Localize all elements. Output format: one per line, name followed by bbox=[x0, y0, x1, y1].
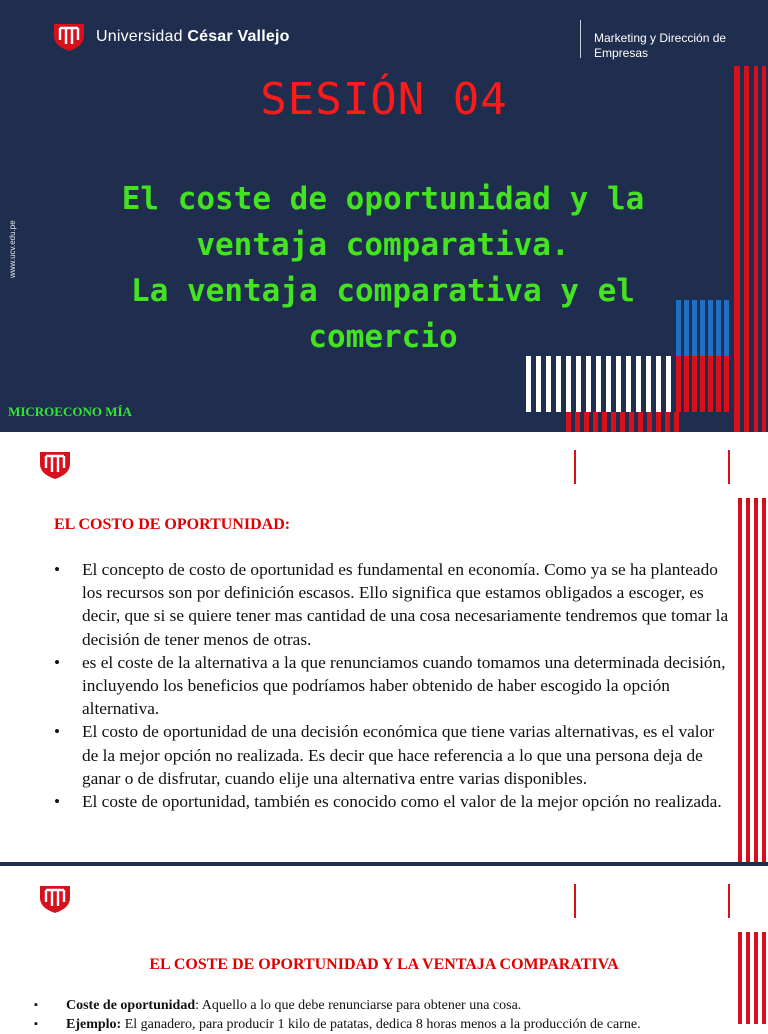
topic-line: comercio bbox=[308, 319, 458, 355]
list-item: • El concepto de costo de oportunidad es fundamental en economía. Como ya se ha planteado los recursos son por definición escasos. Ello significa que estamos obligados a escoger, es decir, que si se quiere tener mas cantidad de una cosa necesariamente tendremos que tomar la decisión de tener menos de otras. bbox=[54, 558, 730, 651]
definition-list bbox=[34, 996, 734, 1034]
decorative-stripes-bottom bbox=[566, 412, 732, 432]
ucv-shield-icon bbox=[38, 450, 72, 480]
content-slide-opportunity-cost bbox=[0, 432, 768, 862]
section-heading: EL COSTO DE OPORTUNIDAD: bbox=[54, 516, 291, 533]
term: Ejemplo: bbox=[66, 1017, 122, 1032]
list-item bbox=[34, 1015, 734, 1034]
topic-line: La ventaja comparativa y el bbox=[131, 273, 635, 309]
list-item: • El coste de oportunidad, también es conocido como el valor de la mejor opción no realizada. bbox=[54, 790, 730, 813]
term: Coste de oportunidad bbox=[66, 998, 196, 1013]
content-slide-comparative-advantage bbox=[0, 866, 768, 1032]
program-name: Marketing y Dirección de Empresas bbox=[594, 31, 727, 60]
header-divider bbox=[728, 884, 730, 918]
header-divider bbox=[728, 450, 730, 484]
decorative-stripes-right bbox=[738, 498, 768, 862]
header-divider bbox=[574, 884, 576, 918]
course-name: MICROECONO MÍA bbox=[8, 404, 132, 419]
decorative-stripes-blue bbox=[676, 300, 732, 356]
decorative-stripes-white bbox=[526, 356, 676, 412]
title-slide bbox=[0, 0, 768, 432]
website-url: www.ucv.edu.pe bbox=[8, 220, 17, 278]
decorative-stripes-right bbox=[738, 932, 768, 1024]
topic-title bbox=[100, 176, 666, 360]
session-title: SESIÓN 04 bbox=[260, 74, 508, 125]
topic-line: ventaja comparativa. bbox=[196, 227, 570, 263]
header-divider bbox=[574, 450, 576, 484]
header-divider bbox=[580, 20, 581, 58]
ucv-shield-icon bbox=[52, 22, 86, 52]
topic-line: El coste de oportunidad y la bbox=[121, 181, 645, 217]
section-heading: EL COSTE DE OPORTUNIDAD Y LA VENTAJA COMPARATIVA bbox=[149, 956, 619, 973]
definition: El ganadero, para producir 1 kilo de patatas, dedica 8 horas menos a la producción de carne. bbox=[121, 1017, 641, 1032]
decorative-stripes-right bbox=[732, 66, 768, 432]
bullet-list bbox=[54, 558, 730, 813]
university-name: Universidad César Vallejo bbox=[96, 28, 290, 45]
list-item: • es el coste de la alternativa a la que renunciamos cuando tomamos una determinada decisión, incluyendo los beneficios que podríamos haber obtenido de haber escogido la opción alternativa. bbox=[54, 651, 730, 721]
definition: : Aquello a lo que debe renunciarse para obtener una cosa. bbox=[195, 998, 522, 1013]
decorative-stripes-red-mid bbox=[676, 356, 732, 412]
ucv-shield-icon bbox=[38, 884, 72, 914]
list-item bbox=[34, 996, 734, 1015]
university-logo bbox=[52, 22, 290, 52]
list-item: • El costo de oportunidad de una decisión económica que tiene varias alternativas, es el valor de la mejor opción no realizada. Es decir que hace referencia a lo que una persona deja de ganar o de disfrutar, cuando elije una alternativa entre varias disponibles. bbox=[54, 720, 730, 790]
